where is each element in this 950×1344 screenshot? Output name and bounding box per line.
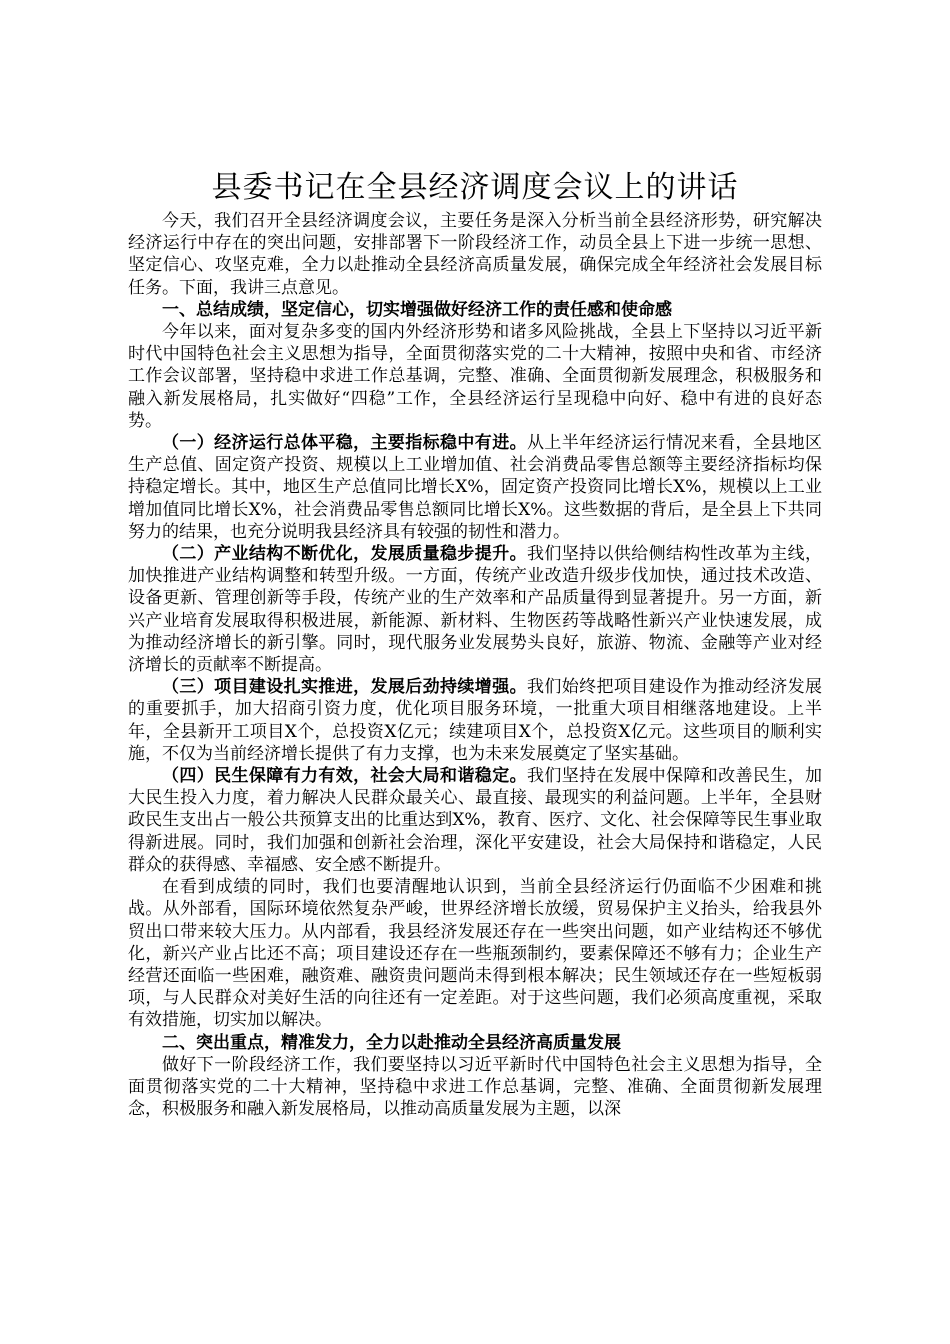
section-1-item-4 [128,765,822,876]
intro-paragraph: 今天，我们召开全县经济调度会议，主要任务是深入分析当前全县经济形势，研究解决经济运行中存在的突出问题，安排部署下一阶段经济工作，动员全县上下进一步统一思想、坚定信心、攻坚克难，全力以赴推动全县经济高质量发展，确保完成全年经济社会发展目标任务。下面，我讲三点意见。 [128,211,822,298]
section-1-item-2 [128,543,822,676]
item-4-text: 我们坚持在发展中保障和改善民生，加大民生投入力度，着力解决人民群众最关心、最直接、最现实的利益问题。上半年，全县财政民生支出占一般公共预算支出的比重达到X%，教育、医疗、文化、社会保障等民生事业取得新进展。同时，我们加强和创新社会治理，深化平安建设，社会大局保持和谐稳定，人民群众的获得感、幸福感、安全感不断提升。 [128,766,823,875]
item-3-text: 我们始终把项目建设作为推动经济发展的重要抓手，加大招商引资力度，优化项目服务环境，一批重大项目相继落地建设。上半年，全县新开工项目X个，总投资X亿元；续建项目X个，总投资X亿元。这些项目的顺利实施，不仅为当前经济增长提供了有力支撑，也为未来发展奠定了坚实基础。 [128,677,823,764]
item-1-text: 从上半年经济运行情况来看，全县地区生产总值、固定资产投资、规模以上工业增加值、社会消费品零售总额等主要经济指标均保持稳定增长。其中，地区生产总值同比增长X%，固定资产投资同比增长X%，规模以上工业增加值同比增长X%，社会消费品零售总额同比增长X%。这些数据的背后，是全县上下共同努力的结果，也充分说明我县经济具有较强的韧性和潜力。 [128,433,823,542]
section-2-heading: 二、突出重点，精准发力，全力以赴推动全县经济高质量发展 [162,1032,621,1053]
item-1-lead: （一）经济运行总体平稳，主要指标稳中有进。 [162,433,527,454]
document-title: 县委书记在全县经济调度会议上的讲话 [211,170,739,205]
document-page [128,168,822,1120]
section-1-item-3 [128,676,822,765]
item-3-lead: （三）项目建设扎实推进，发展后劲持续增强。 [162,677,527,698]
section-1-closing: 在看到成绩的同时，我们也要清醒地认识到，当前全县经济运行仍面临不少困难和挑战。从外部看，国际环境依然复杂严峻，世界经济增长放缓，贸易保护主义抬头，给我县外贸出口带来较大压力。从内部看，我县经济发展还存在一些突出问题，如产业结构还不够优化，新兴产业占比还不高；项目建设还存在一些瓶颈制约，要素保障还不够有力；企业生产经营还面临一些困难，融资难、融资贵问题尚未得到根本解决；民生领域还存在一些短板弱项，与人民群众对美好生活的向往还有一定差距。对于这些问题，我们必须高度重视，采取有效措施，切实加以解决。 [128,877,822,1031]
section-1-paragraph: 今年以来，面对复杂多变的国内外经济形势和诸多风险挑战，全县上下坚持以习近平新时代中国特色社会主义思想为指导，全面贯彻落实党的二十大精神，按照中央和省、市经济工作会议部署，坚持稳中求进工作总基调，完整、准确、全面贯彻新发展理念，积极服务和融入新发展格局，扎实做好“四稳”工作，全县经济运行呈现稳中向好、稳中有进的良好态势。 [128,322,822,431]
item-2-lead: （二）产业结构不断优化，发展质量稳步提升。 [162,544,527,565]
section-1-heading: 一、总结成绩，坚定信心，切实增强做好经济工作的责任感和使命感 [162,299,672,320]
section-2-paragraph: 做好下一阶段经济工作，我们要坚持以习近平新时代中国特色社会主义思想为指导，全面贯彻落实党的二十大精神，坚持稳中求进工作总基调，完整、准确、全面贯彻新发展理念，积极服务和融入新发展格局，以推动高质量发展为主题，以深 [128,1054,822,1120]
item-4-lead: （四）民生保障有力有效，社会大局和谐稳定。 [162,766,527,787]
item-2-text: 我们坚持以供给侧结构性改革为主线，加快推进产业结构调整和转型升级。一方面，传统产业改造升级步伐加快，通过技术改造、设备更新、管理创新等手段，传统产业的生产效率和产品质量得到显著提升。另一方面，新兴产业培育发展取得积极进展，新能源、新材料、生物医药等战略性新兴产业快速发展，成为推动经济增长的新引擎。同时，现代服务业发展势头良好，旅游、物流、金融等产业对经济增长的贡献率不断提高。 [128,544,823,676]
section-1-item-1 [128,432,822,543]
